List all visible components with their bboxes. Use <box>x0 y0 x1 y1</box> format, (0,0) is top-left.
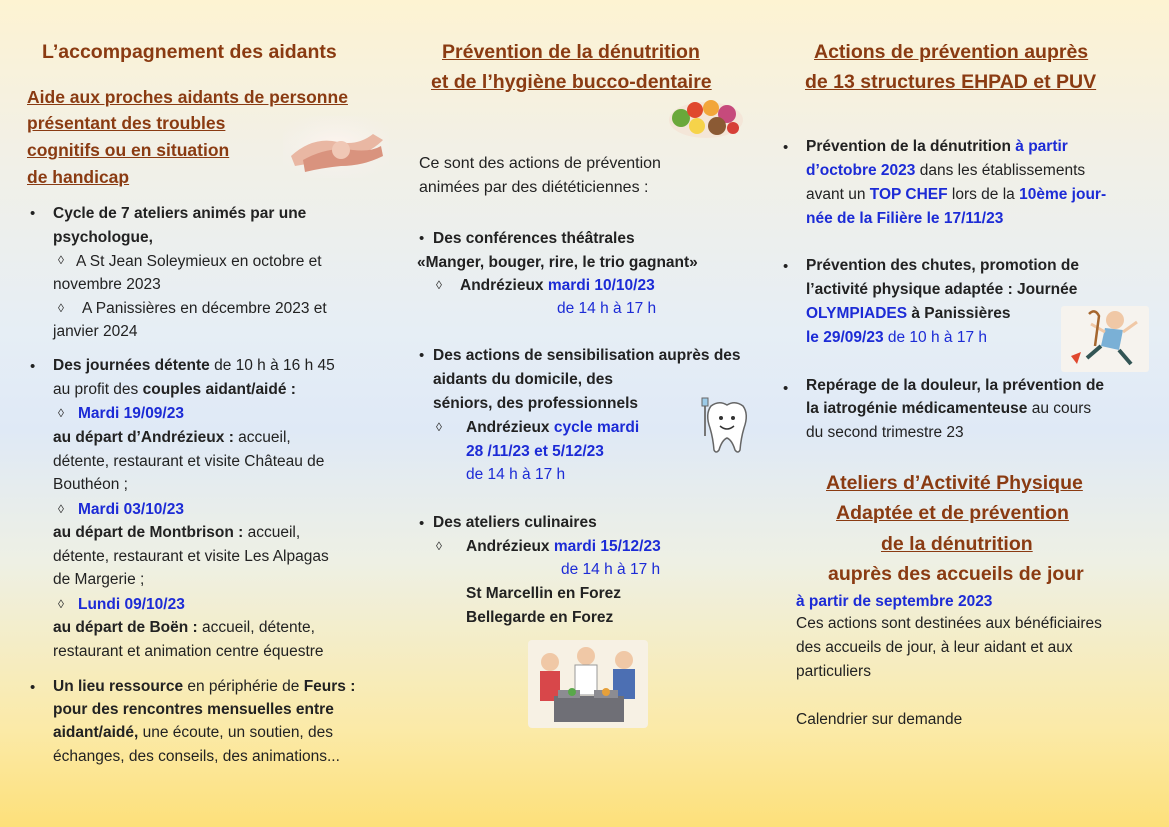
douleur-line-1: Repérage de la douleur, la prévention de <box>806 377 1105 394</box>
section-title-ehpad-2: de 13 structures EHPAD et PUV <box>805 71 1097 93</box>
tooth-illustration <box>697 396 753 456</box>
chutes-line-4: le 29/09/23 de 10 h à 17 h <box>806 329 987 346</box>
culinaires-date-line: Andrézieux mardi 15/12/23 <box>466 538 661 555</box>
diamond-icon: ◊ <box>58 253 64 267</box>
denutrition-ehpad-line-3: avant un TOP CHEF lors de la 10ème jour- <box>806 186 1107 203</box>
culinaires-hours: de 14 h à 17 h <box>561 561 661 578</box>
date-19-09: Mardi 19/09/23 <box>78 405 184 422</box>
echanges-line: échanges, des conseils, des animations... <box>53 748 340 765</box>
douleur-line-3: du second trimestre 23 <box>806 424 964 441</box>
bullet-2: • <box>30 358 36 375</box>
st-marcellin-line: St Marcellin en Forez <box>466 585 622 602</box>
calendrier-line: Calendrier sur demande <box>796 711 963 728</box>
diamond-icon: ◊ <box>58 406 64 420</box>
ateliers-culinaires-line: Des ateliers culinaires <box>433 514 597 531</box>
ateliers-desc-1: Ces actions sont destinées aux bénéficiaires <box>796 615 1102 632</box>
bullet-1: • <box>30 205 36 222</box>
sensibilisation-hours: de 14 h à 17 h <box>466 466 566 483</box>
date-03-10: Mardi 03/10/23 <box>78 501 184 518</box>
detente-bootheon-line: détente, restaurant et visite Château de <box>53 453 325 470</box>
chutes-line-1: Prévention des chutes, promotion de <box>806 257 1080 274</box>
rencontres-line: pour des rencontres mensuelles entre <box>53 701 334 718</box>
depart-andrezieux-line: au départ d’Andrézieux : accueil, <box>53 429 291 446</box>
intro-line-2: animées par des diététiciennes : <box>419 179 649 196</box>
boutheon-line: Bouthéon ; <box>53 476 128 493</box>
chutes-line-2: l’activité physique adaptée : Journée <box>806 281 1078 298</box>
section-title-denutrition-1: Prévention de la dénutrition <box>442 41 700 63</box>
psychologue-line: psychologue, <box>53 229 153 246</box>
section-title-denutrition-2: et de l’hygiène bucco-dentaire <box>431 71 712 93</box>
ateliers-title-2: Adaptée et de prévention <box>836 502 1069 524</box>
bullet-chutes: • <box>783 258 789 275</box>
chutes-line-3: OLYMPIADES à Panissières <box>806 305 1011 322</box>
diamond-icon: ◊ <box>58 597 64 611</box>
section-title-aidants: L’accompagnement des aidants <box>42 41 337 63</box>
diamond-icon: ◊ <box>58 502 64 516</box>
cycle-ateliers-line: Cycle de 7 ateliers animés par une <box>53 205 307 222</box>
conference-hours: de 14 h à 17 h <box>557 300 657 317</box>
douleur-line-2: la iatrogénie médicamenteuse au cours <box>806 400 1092 417</box>
conference-date-line: Andrézieux mardi 10/10/23 <box>460 277 655 294</box>
journees-detente-line: Des journées détente de 10 h à 16 h 45 <box>53 357 335 374</box>
conferences-line: Des conférences théâtrales <box>433 230 635 247</box>
sensibilisation-line-3: séniors, des professionnels <box>433 395 639 412</box>
ateliers-desc-3: particuliers <box>796 663 871 680</box>
section-title-ehpad-1: Actions de prévention auprès <box>814 41 1089 63</box>
st-jean-line: A St Jean Soleymieux en octobre et <box>76 253 322 270</box>
sensibilisation-date-line: Andrézieux cycle mardi <box>466 419 640 436</box>
sensibilisation-line-1: Des actions de sensibilisation auprès des <box>433 347 741 364</box>
panissieres-date: janvier 2024 <box>53 323 138 340</box>
subtitle-line-2: présentant des troubles <box>27 113 226 133</box>
cooking-workshop-illustration <box>528 640 648 728</box>
ateliers-desc-2: des accueils de jour, à leur aidant et aux <box>796 639 1073 656</box>
bullet-denutrition-ehpad: • <box>783 139 789 156</box>
denutrition-ehpad-line-4: née de la Filière le 17/11/23 <box>806 210 1004 227</box>
trio-gagnant-line: «Manger, bouger, rire, le trio gagnant» <box>417 254 698 271</box>
ateliers-title-1: Ateliers d’Activité Physique <box>826 472 1083 494</box>
depart-montbrison-line: au départ de Montbrison : accueil, <box>53 524 301 541</box>
sensibilisation-line-2: aidants du domicile, des <box>433 371 614 388</box>
margerie-line: de Margerie ; <box>53 571 145 588</box>
diamond-icon: ◊ <box>58 301 64 315</box>
panissieres-line: A Panissières en décembre 2023 et <box>82 300 327 317</box>
alpagas-line: détente, restaurant et visite Les Alpagas <box>53 548 329 565</box>
lieu-ressource-line: Un lieu ressource en périphérie de Feurs : <box>53 678 356 695</box>
holding-hands-illustration <box>283 116 389 178</box>
diamond-icon: ◊ <box>436 539 442 553</box>
couples-line: au profit des couples aidant/aidé : <box>53 381 296 398</box>
intro-line-1: Ce sont des actions de prévention <box>419 155 661 172</box>
aidant-aide-line: aidant/aidé, une écoute, un soutien, des <box>53 724 334 741</box>
diamond-icon: ◊ <box>436 420 442 434</box>
sensibilisation-dates: 28 /11/23 et 5/12/23 <box>466 443 604 460</box>
subtitle-line-3: cognitifs ou en situation <box>27 140 230 160</box>
st-jean-date: novembre 2023 <box>53 276 161 293</box>
ateliers-title-4: auprès des accueils de jour <box>828 563 1084 585</box>
date-09-10: Lundi 09/10/23 <box>78 596 185 613</box>
bullet-conferences: • <box>419 230 425 247</box>
bellegarde-line: Bellegarde en Forez <box>466 609 614 626</box>
bullet-douleur: • <box>783 380 789 397</box>
denutrition-ehpad-line-2: d’octobre 2023 dans les établissements <box>806 162 1086 179</box>
depart-boen-line: au départ de Boën : accueil, détente, <box>53 619 315 636</box>
bullet-ateliers-culinaires: • <box>419 515 425 532</box>
subtitle-line-4: de handicap <box>27 167 130 187</box>
ateliers-start-date: à partir de septembre 2023 <box>796 593 993 610</box>
elderly-fall-illustration <box>1061 306 1149 372</box>
bullet-3: • <box>30 679 36 696</box>
subtitle-line-1: Aide aux proches aidants de personne <box>27 87 348 107</box>
diamond-icon: ◊ <box>436 278 442 292</box>
healthy-food-illustration <box>667 96 745 140</box>
bullet-sensibilisation: • <box>419 347 425 364</box>
ateliers-title-3: de la dénutrition <box>881 533 1033 555</box>
denutrition-ehpad-line-1: Prévention de la dénutrition à partir <box>806 138 1068 155</box>
equestre-line: restaurant et animation centre équestre <box>53 643 324 660</box>
